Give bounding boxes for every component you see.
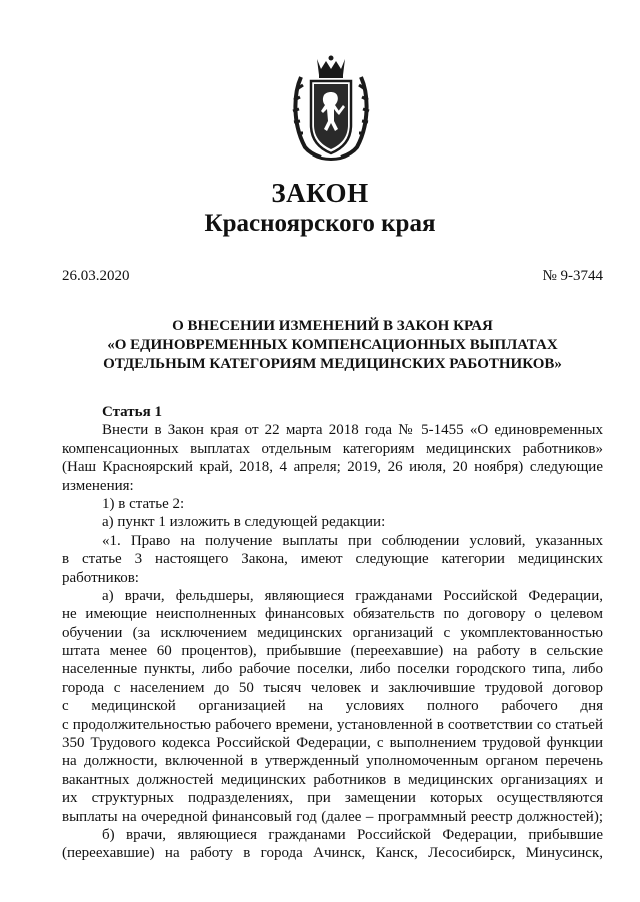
body-line: компенсационных выплатах отдельным категориям медицинских работников» [62,440,603,457]
body-line: 1) в статье 2: [102,495,185,512]
heading-line: ОТДЕЛЬНЫМ КАТЕГОРИЯМ МЕДИЦИНСКИХ РАБОТНИКОВ» [103,356,562,372]
body-line: в статье 3 настоящего Закона, имеют следующие категории медицинских [62,551,603,568]
heading-line: «О ЕДИНОВРЕМЕННЫХ КОМПЕНСАЦИОННЫХ ВЫПЛАТАХ [107,337,558,353]
body-line: не имеющие неисполненных финансовых обязательств по договору о целевом [62,606,603,623]
body-line: населенные пункты, либо рабочие поселки, либо поселки городского типа, либо [62,661,603,678]
body-line: 350 Трудового кодекса Российской Федерации, с выполнением трудовой функции [62,735,603,752]
body-line: обучении (за исключением медицинских организаций с укомплектованностью [62,624,603,641]
body-line: Внести в Закон края от 22 марта 2018 года № 5-1455 «О единовременных [102,422,603,439]
body-line: с продолжительностью рабочего времени, установленной в соответствии со статьей [62,716,603,733]
body-line: (Наш Красноярский край, 2018, 4 апреля; 2019, 26 июля, 20 ноября) следующие [62,459,603,476]
body-line: а) пункт 1 изложить в следующей редакции: [102,514,386,531]
body-line: работников: [62,569,139,586]
article-body [62,403,603,863]
document-subtitle: Красноярского края [204,210,436,237]
body-line: города с населением до 50 тысяч человек и заключившие трудовой договор [62,679,603,696]
body-line: а) врачи, фельдшеры, являющиеся гражданами Российской Федерации, [102,587,603,604]
document-title: ЗАКОН [271,178,369,208]
document-number: № 9-3744 [542,268,603,284]
body-line: с медицинской организацией на условиях полного рабочего дня [62,698,603,715]
body-line: (переехавшие) на работу в города Ачинск, Канск, Лесосибирск, Минусинск, [62,845,603,862]
body-line: их структурных подразделениях, при замещении которых осуществляются [62,790,603,807]
body-line: штата менее 60 процентов), прибывшие (переехавшие) на работу в сельские [62,643,603,660]
body-line: б) врачи, являющиеся гражданами Российской Федерации, прибывшие [102,826,603,843]
coat-of-arms-icon [291,55,371,163]
body-line: выплаты на очередной финансовый год (далее – программный реестр должностей); [62,808,603,825]
document-date: 26.03.2020 [62,268,130,284]
body-line: «1. Право на получение выплаты при соблюдении условий, указанных [102,532,603,549]
body-line: вакантных должностей медицинских работников в медицинских организациях и [62,771,603,788]
body-line: изменения: [62,477,134,494]
heading-line: О ВНЕСЕНИИ ИЗМЕНЕНИЙ В ЗАКОН КРАЯ [172,318,493,334]
body-line: на должности, включенной в утвержденный уполномоченным органом перечень [62,753,603,770]
article-title: Статья 1 [102,404,162,420]
